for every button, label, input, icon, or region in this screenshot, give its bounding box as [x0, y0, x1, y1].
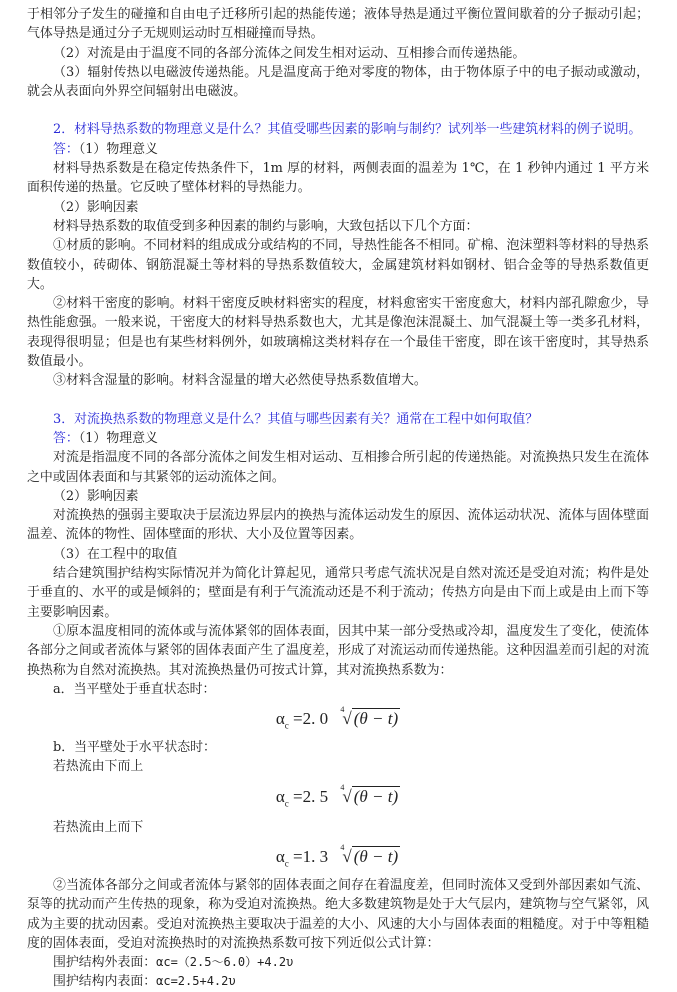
list-item: ②当流体各部分之间或者流体与紧邻的固体表面之间存在着温度差，但同时流体又受到外部因素如气流、泵等的扰动而产生传热的现象，称为受迫对流换热。绝大多数建筑物是处于大气层内，建筑物与空气紧邻，风成为主要的扰动因素。受迫对流换热主要取决于温差的大小、风速的大小与固体表面的粗糙度。对于中等粗糙度的固体表面，受迫对流换热时的对流换热系数可按下列近似公式计算：	[27, 877, 649, 951]
subheading: （2）影响因素	[53, 488, 139, 504]
radicand: (θ − t)	[353, 786, 399, 806]
outer-surface-formula	[27, 953, 649, 972]
root-index: 4	[340, 782, 345, 792]
question-2-title: 2．材料导热系数的物理意义是什么？其值受哪些因素的影响与制约？试列举一些建筑材料的例子说明。	[53, 122, 642, 138]
case-label: 若热流由上而下	[53, 819, 144, 835]
paragraph: （2）对流是由于温度不同的各部分流体之间发生相对运动、互相掺合而传递热能。	[53, 45, 526, 61]
subscript: c	[284, 720, 289, 731]
document-page	[27, 5, 649, 992]
question-3-title: 3．对流换热系数的物理意义是什么？其值与哪些因素有关？通常在工程中如何取值？	[53, 411, 539, 427]
coefficient: 1. 3	[302, 846, 329, 866]
equals: =	[293, 846, 303, 866]
paragraph: 材料导热系数是在稳定传热条件下，1m 厚的材料，两侧表面的温差为 1℃，在 1 秒钟内通过 1 平方米面积传递的热量。它反映了壁体材料的导热能力。	[27, 161, 649, 196]
case-label: b．当平壁处于水平状态时：	[53, 740, 216, 756]
subscript: c	[284, 798, 289, 809]
paragraph: （3）辐射传热以电磁波传递热能。凡是温度高于绝对零度的物体，由于物体原子中的电子振动或激动，就会从表面向外界空间辐射出电磁波。	[27, 64, 649, 100]
list-item: ①原本温度相同的流体或与流体紧邻的固体表面，因其中某一部分受热或冷却，温度发生了变化，使流体各部分之间或者流体与紧邻的固体表面产生了温度差，形成了对流运动而传递热能。这种因温差而引起的对流换热称为自然对流换热。其对流换热量仍可按式计算，其对流换热系数为：	[27, 623, 649, 678]
fourth-root: 4 √ (θ − t)	[342, 842, 400, 872]
equals: =	[293, 709, 303, 729]
equals: =	[293, 786, 303, 806]
paragraph: 材料导热系数的取值受到多种因素的制约与影响，大致包括以下几个方面：	[53, 218, 479, 234]
list-item: ①材质的影响。不同材料的组成成分或结构的不同，导热性能各不相同。矿棉、泡沫塑料等材料的导热系数值较小，砖砌体、钢筋混凝土等材料的导热系数值较大，金属建筑材料如钢材、铝合金等的导热系数值更大。	[27, 238, 649, 292]
subheading: （3）在工程中的取值	[53, 546, 178, 562]
case-label: 若热流由下而上	[53, 759, 144, 775]
subheading: （2）影响因素	[53, 199, 139, 215]
coefficient: 2. 5	[302, 786, 329, 806]
subheading: （1）物理意义	[78, 141, 158, 157]
fourth-root: 4 √ (θ − t)	[342, 782, 400, 812]
formula-text: αc=2.5+4.2υ	[156, 974, 236, 989]
alpha-symbol: α	[275, 846, 285, 866]
label: 围护结构内表面：	[53, 974, 157, 990]
radicand: (θ − t)	[353, 709, 399, 729]
coefficient: 2. 0	[302, 709, 329, 729]
answer-heading	[27, 140, 649, 159]
formula-vertical	[27, 704, 649, 734]
case-label: a．当平壁处于垂直状态时：	[53, 681, 216, 697]
paragraph: 对流换热的强弱主要取决于层流边界层内的换热与流体运动发生的原因、流体运动状况、流体与固体壁面温差、流体的物性、固体壁面的形状、大小及位置等因素。	[27, 508, 649, 543]
answer-heading	[27, 429, 649, 448]
answer-label: 答：	[53, 430, 79, 446]
list-item: ②材料干密度的影响。材料干密度反映材料密实的程度，材料愈密实干密度愈大，材料内部孔隙愈少，导热性能愈强。一般来说，干密度大的材料导热系数也大，尤其是像泡沫混凝土、加气混凝土等一类多孔材料，表现得很明显；但是也有某些材料例外，如玻璃棉这类材料存在一个最佳干密度，即在该干密度时，其导热系数值最小。	[27, 296, 649, 370]
list-item: ③材料含湿量的影响。材料含湿量的增大必然使导热系数值增大。	[53, 373, 427, 389]
paragraph: 对流是指温度不同的各部分流体之间发生相对运动、互相掺合所引起的传递热能。对流换热只发生在流体之中或固体表面和与其紧邻的运动流体之间。	[27, 450, 649, 485]
subheading: （1）物理意义	[78, 430, 158, 446]
root-index: 4	[340, 842, 345, 852]
label: 围护结构外表面：	[53, 955, 157, 971]
radicand: (θ − t)	[353, 846, 399, 866]
inner-surface-formula	[27, 972, 649, 991]
root-index: 4	[340, 705, 345, 715]
formula-text: αc=（2.5～6.0）+4.2υ	[156, 955, 294, 970]
alpha-symbol: α	[275, 786, 285, 806]
paragraph: 于相邻分子发生的碰撞和自由电子迁移所引起的热能传递；液体导热是通过平衡位置间歇着的分子振动引起；气体导热是通过分子无规则运动时互相碰撞而导热。	[27, 7, 649, 42]
fourth-root: 4 √ (θ − t)	[342, 704, 400, 734]
subscript: c	[284, 858, 289, 869]
formula-upward	[27, 782, 649, 812]
answer-label: 答：	[53, 141, 79, 157]
paragraph: 结合建筑围护结构实际情况并为简化计算起见，通常只考虑气流状况是自然对流还是受迫对流；构件是处于垂直的、水平的或是倾斜的；壁面是有利于气流流动还是不利于流动；传热方向是由下而上或是由上而下等主要影响因素。	[27, 566, 649, 620]
alpha-symbol: α	[275, 709, 285, 729]
formula-downward	[27, 842, 649, 872]
